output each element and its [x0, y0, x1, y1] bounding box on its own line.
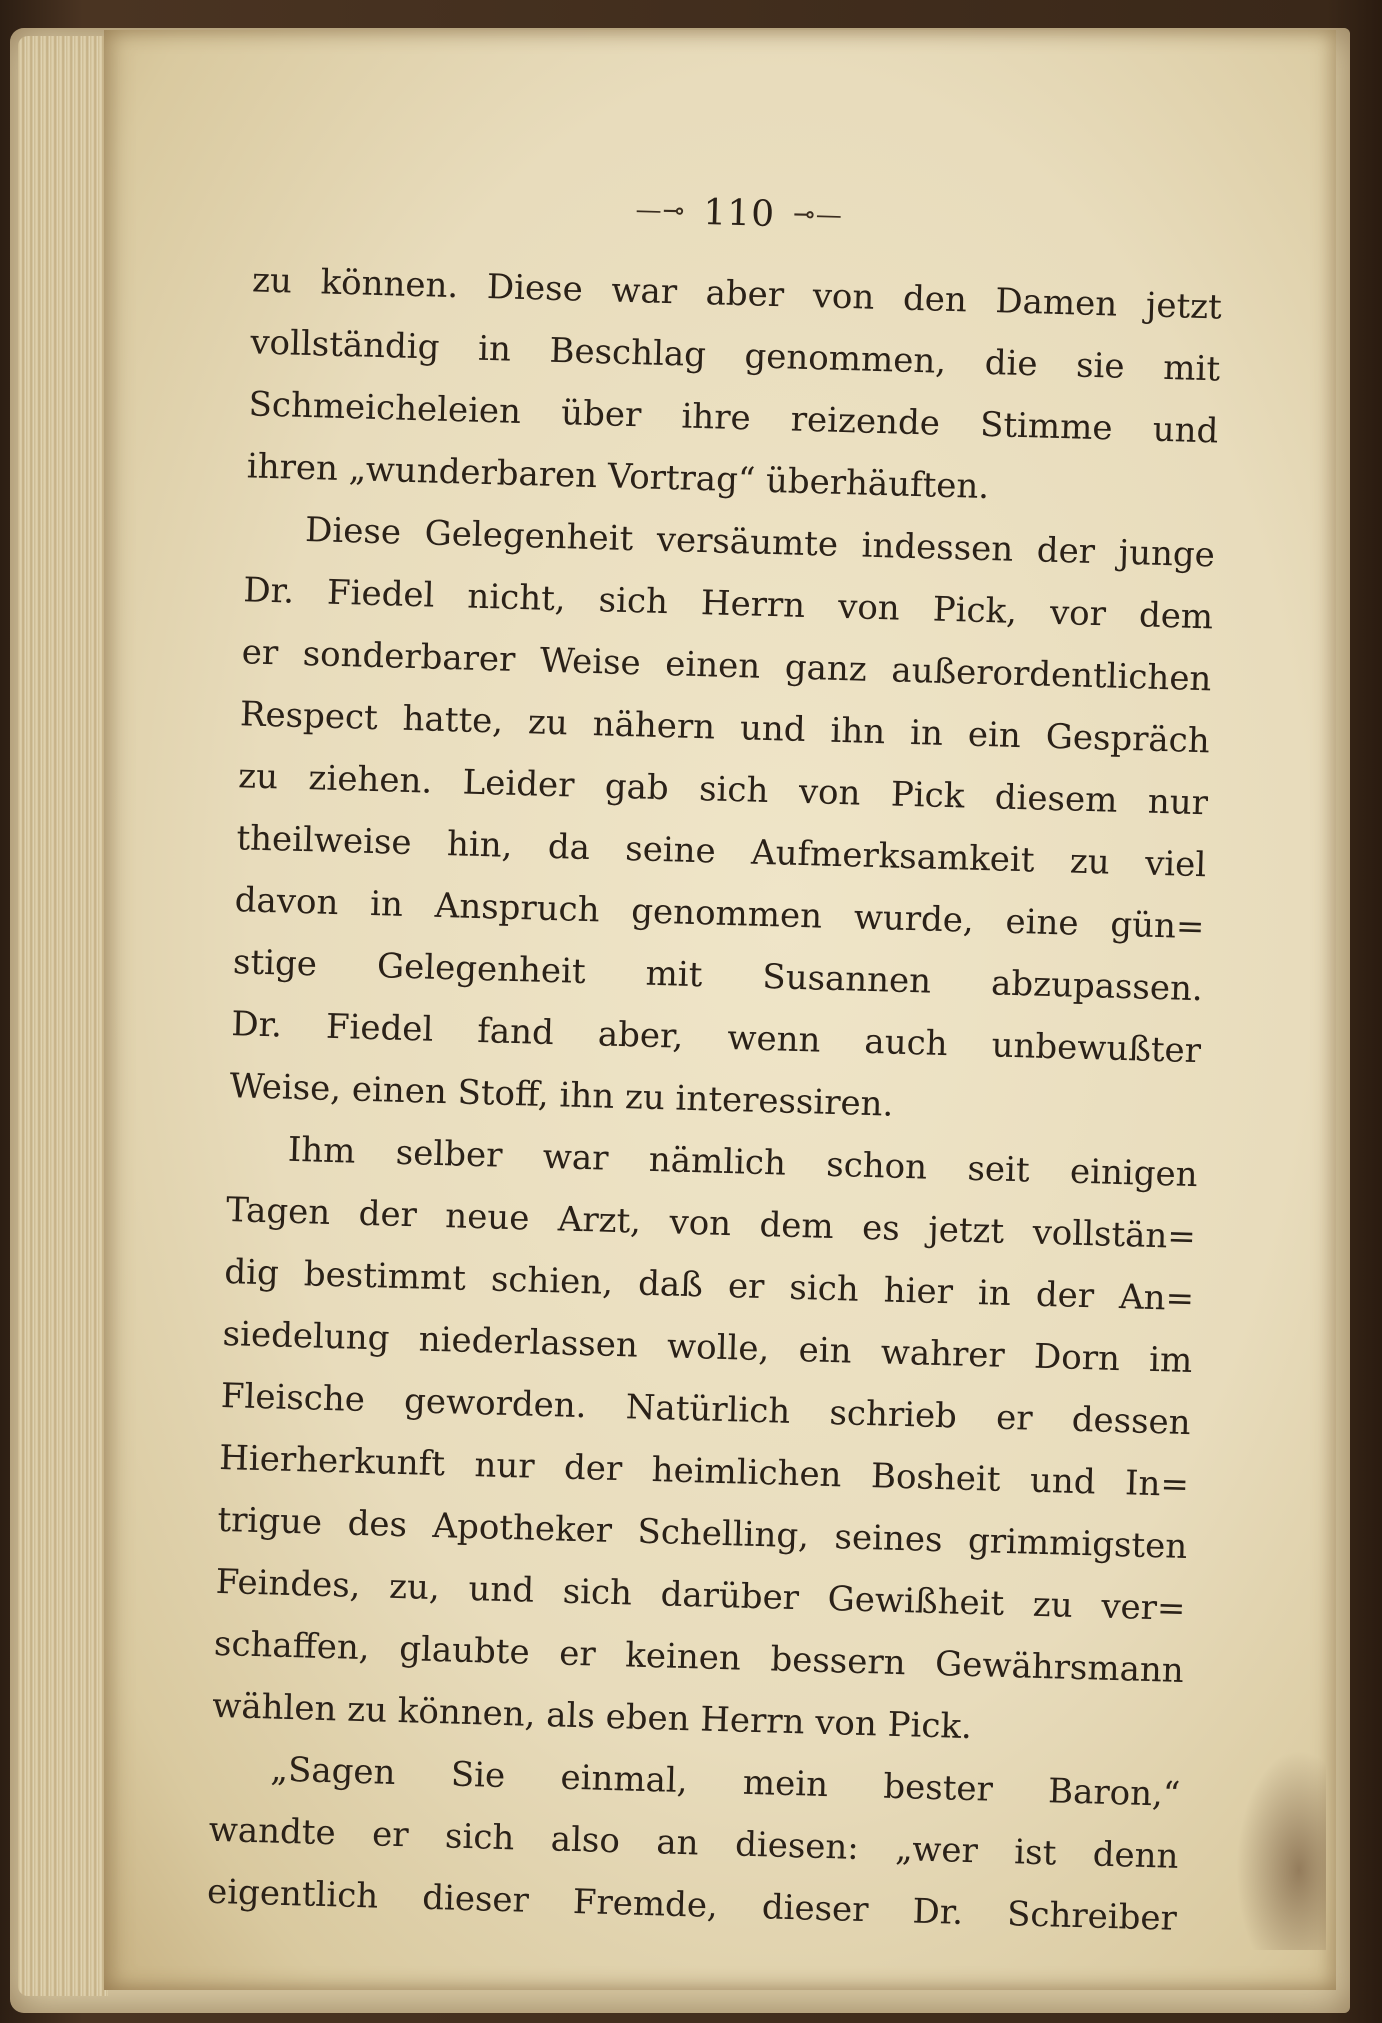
text-line: Respect hatte, zu nähern und ihn in ein Gespräch	[239, 694, 1211, 762]
text-line: stige Gelegenheit mit Susannen abzupassen.	[232, 942, 1204, 1010]
page-stain	[1236, 1750, 1326, 1950]
text-line: ihren „wunderbaren Vortrag“ überhäuften.	[246, 446, 990, 508]
text-line: Hierherkunft nur der heimlichen Bosheit und In=	[218, 1437, 1190, 1506]
page-number: 110	[702, 191, 776, 235]
text-line: wandte er sich also an diesen: „wer ist denn	[208, 1809, 1180, 1877]
text-line: Feindes, zu, und sich darüber Gewißheit zu ver=	[215, 1561, 1186, 1629]
text-line: trigue des Apotheker Schelling, seines grimmigsten	[216, 1499, 1188, 1568]
text-line: Weise, einen Stoff, ihn zu interessiren.	[229, 1066, 894, 1125]
text-line: eigentlich dieser Fremde, dieser Dr. Schreiber	[206, 1871, 1178, 1939]
text-line: vollständig in Beschlag genommen, die sie mit	[249, 322, 1221, 390]
text-line: davon in Anspruch genommen wurde, eine gün=	[234, 880, 1206, 948]
text-line: „Sagen Sie einmal, mein bester Baron,“	[270, 1749, 1181, 1815]
page-edges	[18, 36, 108, 1996]
body-text	[206, 249, 1222, 1949]
text-line: zu können. Diese war aber von den Damen jetzt	[251, 260, 1223, 328]
text-line: Dr. Fiedel fand aber, wenn auch unbewußter	[230, 1004, 1202, 1072]
text-line: Ihm selber war nämlich schon seit einigen	[287, 1129, 1199, 1196]
text-line: dig bestimmt schien, daß er sich hier in der An=	[223, 1252, 1195, 1320]
text-line: wählen zu können, als eben Herrn von Pick.	[211, 1685, 973, 1748]
text-line: zu ziehen. Leider gab sich von Pick diesem nur	[237, 756, 1209, 824]
text-line: Tagen der neue Arzt, von dem es jetzt vollstän=	[225, 1190, 1197, 1258]
ornament-right: ⊸—	[792, 199, 844, 231]
text-line: schaffen, glaubte er keinen bessern Gewährsmann	[213, 1623, 1185, 1691]
text-block	[206, 171, 1225, 1939]
text-line: Fleische geworden. Natürlich schrieb er dessen	[220, 1375, 1192, 1444]
text-line: theilweise hin, da seine Aufmerksamkeit zu viel	[236, 818, 1207, 886]
text-line: Diese Gelegenheit versäumte indessen der junge	[304, 510, 1216, 576]
text-line: siedelung niederlassen wolle, ein wahrer Dorn im	[222, 1314, 1193, 1382]
text-line: er sonderbarer Weise einen ganz außerordentlichen	[241, 632, 1212, 700]
text-line: Schmeicheleien über ihre reizende Stimme und	[248, 384, 1219, 452]
ornament-left: —⊸	[635, 195, 686, 227]
text-line: Dr. Fiedel nicht, sich Herrn von Pick, vor dem	[242, 570, 1214, 638]
